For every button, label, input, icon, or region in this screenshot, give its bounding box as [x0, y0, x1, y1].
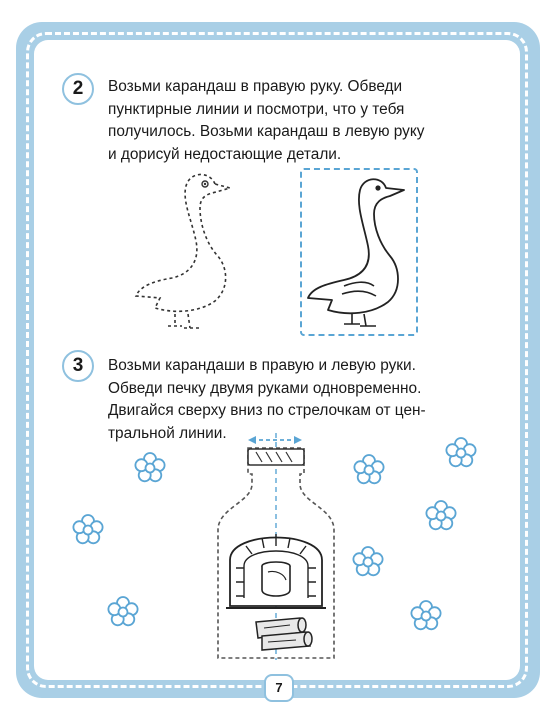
task-3-line: Обведи печку двумя руками одновременно. [108, 379, 422, 397]
task-3-number: 3 [62, 350, 94, 382]
task-3-line: Двигайся сверху вниз по стрелочкам от цен- [108, 402, 426, 419]
task-2-line: получилось. Возьми карандаш в левую руку [108, 123, 425, 140]
task-2-line: пунктирные линии и посмотри, что у тебя [108, 100, 405, 118]
task-2-line: и дорисуй недостающие детали. [108, 145, 342, 163]
task-3-line: Возьми карандаши в правую и левую руки. [108, 357, 416, 374]
task-2-number: 2 [62, 73, 94, 105]
page-number: 7 [264, 674, 294, 702]
task-3-line: тральной линии. [108, 424, 227, 442]
task-2-line: Возьми карандаш в правую руку. Обведи [108, 78, 403, 95]
